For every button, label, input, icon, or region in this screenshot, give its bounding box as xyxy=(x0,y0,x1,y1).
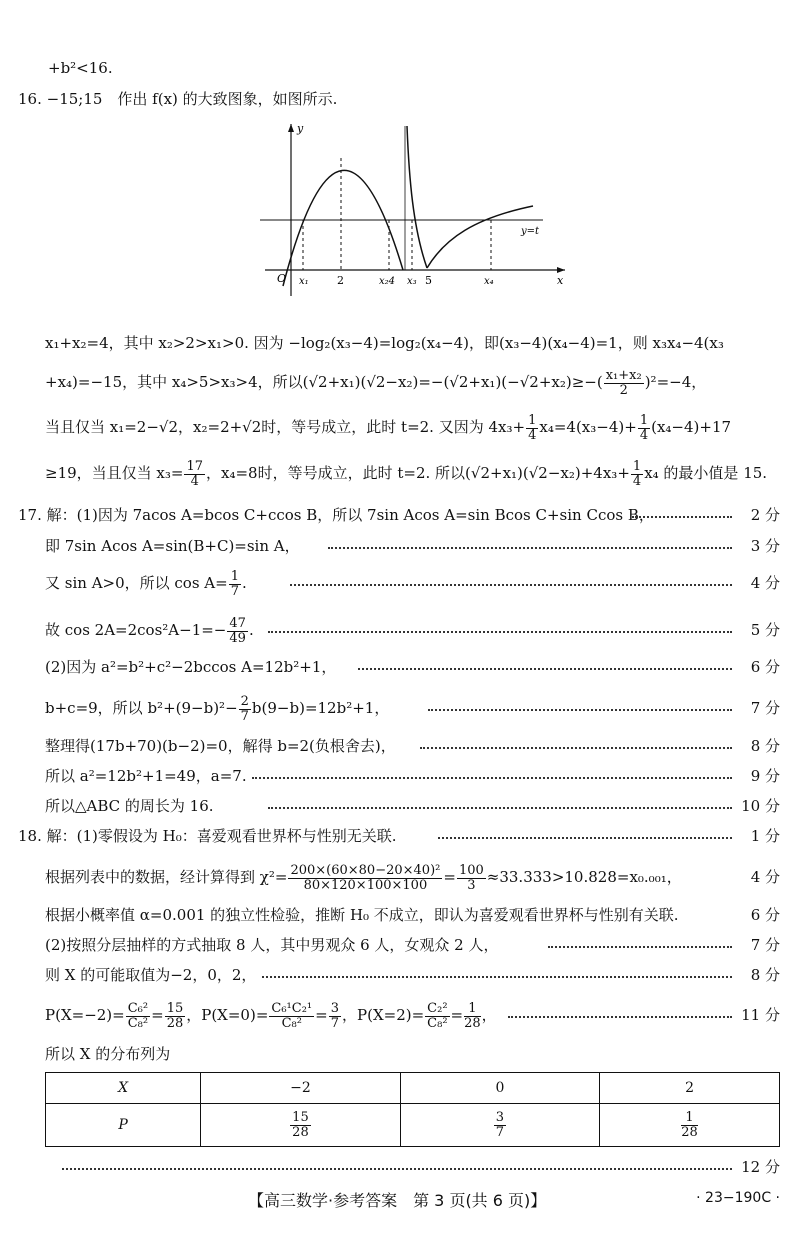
leader-dots xyxy=(268,806,732,809)
table-row xyxy=(46,1104,780,1147)
table-cell: 2 xyxy=(600,1073,780,1104)
label-x1: x₁ xyxy=(299,276,309,287)
score-mark: 5 分 xyxy=(750,621,780,639)
q18-l2-frac2-den: 3 xyxy=(467,877,476,893)
table-cell xyxy=(600,1104,780,1147)
q18-line-6 xyxy=(0,1000,800,1030)
q17-l9-text: 所以△ABC 的周长为 16. xyxy=(45,797,214,815)
q16-p3-b: x₄=4(x₃−4)+ xyxy=(539,418,637,436)
q16-para-1-text: x₁+x₂=4，其中 x₂>2>x₁>0. 因为 −log₂(x₃−4)=log₂(x₄−4)，即(x₃−4)(x₄−4)=1，则 x₃x₄−4(x₃ xyxy=(45,334,724,352)
q18-l6-frac2-num: 15 xyxy=(166,1000,184,1016)
curve-descending-branch xyxy=(407,126,427,268)
q17-line-9 xyxy=(0,791,800,821)
score-mark: 10 分 xyxy=(741,797,780,815)
q17-line-1 xyxy=(0,500,800,530)
q18-line-2 xyxy=(0,862,800,892)
score-mark: 11 分 xyxy=(741,1006,780,1024)
table-frac-num: 1 xyxy=(681,1111,698,1126)
score-mark: 12 分 xyxy=(741,1158,780,1176)
score-mark: 9 分 xyxy=(750,767,780,785)
q17-l6-frac-num: 2 xyxy=(240,693,249,709)
score-mark: 8 分 xyxy=(750,966,780,984)
q18-line-5 xyxy=(0,960,800,990)
q16-p2-end: )²=−4， xyxy=(644,373,707,391)
score-mark: 4 分 xyxy=(750,868,780,886)
table-frac xyxy=(290,1111,311,1140)
label-y: y xyxy=(297,122,304,135)
q18-l3-text: 根据小概率值 α=0.001 的独立性检验，推断 H₀ 不成立，即认为喜爱观看世界杯与性别有关联. xyxy=(45,906,679,924)
q17-l8-text: 所以 a²=12b²+1=49，a=7. xyxy=(45,767,247,785)
q17-l3-frac-den: 7 xyxy=(230,583,239,599)
q18-line-7 xyxy=(0,1039,800,1069)
q16-p4-frac-den: 4 xyxy=(190,473,199,489)
q18-line-1 xyxy=(0,821,800,851)
q16-p4-frac2-num: 1 xyxy=(632,458,642,474)
q16-p4-a: ≥19，当且仅当 x₃= xyxy=(45,464,184,482)
q17-l4-frac-den: 49 xyxy=(229,630,246,646)
q18-l6-frac1 xyxy=(126,1002,150,1031)
q18-l6-frac6-den: 28 xyxy=(464,1015,481,1031)
q17-l6-b: b(9−b)=12b²+1， xyxy=(251,699,390,717)
q16-para-3 xyxy=(0,412,800,442)
label-x4: x₄ xyxy=(484,276,494,287)
q18-l6-c: ，P(X=0)= xyxy=(186,1006,269,1024)
table-cell: X xyxy=(46,1073,201,1104)
q17-l4-frac xyxy=(227,617,248,646)
table-row xyxy=(46,1073,780,1104)
q16-p2-frac-num: x₁+x₂ xyxy=(605,367,642,383)
q16-p3-frac1 xyxy=(526,414,538,443)
leader-dots xyxy=(438,836,732,839)
q16-p4-frac2-den: 4 xyxy=(632,473,642,489)
q16-p2-a: +x₄)=−15，其中 x₄>5>x₃>4，所以(√2+x₁)(√2−x₂)=−(√2+x₁)(−√2+x₂)≥−( xyxy=(45,373,603,391)
q16-para-2 xyxy=(0,367,800,397)
score-mark: 8 分 xyxy=(750,737,780,755)
q16-p3-frac2-num: 1 xyxy=(639,412,649,428)
q18-l6-frac5 xyxy=(425,1002,449,1031)
score-mark: 3 分 xyxy=(750,537,780,555)
continued-text: +b²<16. xyxy=(48,59,113,77)
q17-line-3 xyxy=(0,568,800,598)
score-mark: 4 分 xyxy=(750,574,780,592)
q18-line-3 xyxy=(0,900,800,930)
q18-l6-e: ，P(X=2)= xyxy=(342,1006,425,1024)
q17-line-2 xyxy=(0,531,800,561)
label-x2-4: x₂4 xyxy=(379,276,396,287)
q18-l4-text: (2)按照分层抽样的方式抽取 8 人，其中男观众 6 人，女观众 2 人， xyxy=(45,936,499,954)
score-mark: 6 分 xyxy=(750,658,780,676)
q18-l6-frac2-den: 28 xyxy=(166,1015,184,1031)
q18-l6-frac6-num: 1 xyxy=(464,1002,481,1017)
q18-final-score-line xyxy=(0,1152,800,1182)
q18-l6-frac5-den: C₈² xyxy=(427,1015,448,1031)
q17-l3-frac-num: 1 xyxy=(230,568,239,584)
q18-l6-text xyxy=(45,1000,497,1031)
q18-l6-g: ， xyxy=(481,1006,497,1024)
label-five: 5 xyxy=(425,274,432,287)
leader-dots xyxy=(428,708,732,711)
table-cell: P xyxy=(46,1104,201,1147)
q17-line-5 xyxy=(0,652,800,682)
q17-l3-b: . xyxy=(241,574,247,592)
q18-l2-frac2 xyxy=(457,864,486,893)
q16-p4-frac xyxy=(184,460,205,489)
q18-l6-b: = xyxy=(151,1006,164,1024)
label-origin: O xyxy=(277,272,287,285)
q16-p3-frac1-den: 4 xyxy=(528,427,537,443)
table-frac xyxy=(494,1111,506,1140)
q18-l2-a: 根据列表中的数据，经计算得到 χ²= xyxy=(45,868,288,886)
q18-l6-f: = xyxy=(450,1006,464,1024)
q16-para-1 xyxy=(0,328,800,358)
curve-log-branch xyxy=(427,206,533,268)
q18-l6-frac4-num: 3 xyxy=(330,1000,339,1016)
q18-l2-b: = xyxy=(443,868,456,886)
table-frac-den: 7 xyxy=(495,1124,505,1140)
leader-dots xyxy=(548,945,732,948)
q18-l6-d: = xyxy=(315,1006,328,1024)
paper-code: · 23−190C · xyxy=(696,1190,780,1206)
q16-p3-frac1-num: 1 xyxy=(528,412,537,428)
q17-l4-a: 故 cos 2A=2cos²A−1=− xyxy=(45,621,227,639)
q18-l2-text xyxy=(45,862,682,893)
q16-p2-frac-den: 2 xyxy=(619,382,628,398)
q16-heading-text: 16. −15;15 作出 f(x) 的大致图象，如图所示. xyxy=(18,90,338,108)
q17-l3-text xyxy=(45,568,247,599)
q17-l4-b: . xyxy=(248,621,254,639)
q16-p3-c: (x₄−4)+17 xyxy=(651,418,732,436)
q17-l3-frac xyxy=(229,570,241,599)
q18-l6-frac1-num: C₆² xyxy=(127,1000,149,1016)
table-cell xyxy=(400,1104,599,1147)
q17-l6-frac xyxy=(239,695,251,724)
q18-l2-frac-num: 200×(60×80−20×40)² xyxy=(290,862,441,878)
q17-line-6 xyxy=(0,693,800,723)
q18-l2-frac-den: 80×120×100×100 xyxy=(303,877,428,893)
q16-p4-frac-num: 17 xyxy=(186,458,204,474)
table-cell: 0 xyxy=(400,1073,599,1104)
q16-para-4 xyxy=(0,458,800,488)
y-axis-arrow xyxy=(288,124,294,132)
leader-dots xyxy=(290,583,732,586)
q16-p3-a: 当且仅当 x₁=2−√2，x₂=2+√2时，等号成立，此时 t=2. 又因为 4x₃+ xyxy=(45,418,526,436)
score-mark: 7 分 xyxy=(750,936,780,954)
label-x: x xyxy=(557,274,564,287)
leader-dots xyxy=(420,746,732,749)
q17-line-8 xyxy=(0,761,800,791)
q18-l6-frac3-den: C₈² xyxy=(281,1015,302,1031)
q18-l2-frac xyxy=(288,864,442,893)
score-mark: 7 分 xyxy=(750,699,780,717)
table-frac-den: 28 xyxy=(681,1124,698,1140)
label-y-equals-t: y=t xyxy=(521,226,540,237)
table-cell xyxy=(201,1104,401,1147)
q16-p4-c: x₄ 的最小值是 15. xyxy=(644,464,768,482)
q17-l6-frac-den: 7 xyxy=(240,708,249,724)
q17-l2-text: 即 7sin Acos A=sin(B+C)=sin A， xyxy=(45,537,300,555)
curve-left-arc xyxy=(283,170,403,286)
table-frac-num: 3 xyxy=(495,1109,505,1125)
q18-l7-text: 所以 X 的分布列为 xyxy=(45,1045,171,1063)
q17-l4-text xyxy=(45,615,254,646)
q18-l6-frac4 xyxy=(329,1002,341,1031)
q18-l6-frac3-num: C₆¹C₂¹ xyxy=(271,1000,313,1016)
distribution-table xyxy=(45,1072,780,1147)
q17-line-7 xyxy=(0,731,800,761)
label-x3: x₃ xyxy=(407,276,417,287)
score-mark: 1 分 xyxy=(750,827,780,845)
q18-l5-text: 则 X 的可能取值为−2，0，2， xyxy=(45,966,257,984)
q18-l6-frac1-den: C₈² xyxy=(127,1015,149,1031)
leader-dots xyxy=(62,1167,732,1170)
q16-heading xyxy=(0,84,800,114)
leader-dots xyxy=(328,546,732,549)
q18-l1-text: 18. 解：(1)零假设为 H₀：喜爱观看世界杯与性别无关联. xyxy=(18,827,397,845)
function-graph xyxy=(255,118,575,298)
score-mark: 6 分 xyxy=(750,906,780,924)
q17-l3-a: 又 sin A>0，所以 cos A= xyxy=(45,574,228,592)
table-cell: −2 xyxy=(201,1073,401,1104)
continued-line xyxy=(0,53,800,83)
q17-l4-frac-num: 47 xyxy=(229,615,246,631)
table-frac xyxy=(681,1111,698,1140)
q18-l6-frac6 xyxy=(464,1002,481,1031)
leader-dots xyxy=(262,975,732,978)
q16-p4-frac2 xyxy=(631,460,643,489)
q16-para-4-text xyxy=(45,458,767,489)
q18-l6-frac2 xyxy=(165,1002,186,1031)
leader-dots xyxy=(268,630,732,633)
q17-l6-text xyxy=(45,693,389,724)
q17-l7-text: 整理得(17b+70)(b−2)=0，解得 b=2(负根舍去)， xyxy=(45,737,396,755)
q16-p4-b: ，x₄=8时，等号成立，此时 t=2. 所以(√2+x₁)(√2−x₂)+4x₃+ xyxy=(206,464,630,482)
table-frac-den: 28 xyxy=(292,1124,309,1140)
q17-l1-text: 17. 解：(1)因为 7acos A=bcos C+ccos B，所以 7sin Acos A=sin Bcos C+sin Ccos B， xyxy=(18,506,654,524)
leader-dots xyxy=(632,515,732,518)
q17-line-4 xyxy=(0,615,800,645)
score-mark: 2 分 xyxy=(750,506,780,524)
q16-para-2-text xyxy=(45,367,706,398)
q18-l2-c: ≈33.333>10.828=x₀.₀₀₁， xyxy=(486,868,682,886)
q18-line-4 xyxy=(0,930,800,960)
leader-dots xyxy=(358,667,732,670)
leader-dots xyxy=(508,1015,732,1018)
q18-l6-a: P(X=−2)= xyxy=(45,1006,125,1024)
x-axis-arrow xyxy=(557,267,565,273)
q18-l6-frac5-num: C₂² xyxy=(427,1000,448,1016)
page-footer: 【高三数学·参考答案 第 3 页(共 6 页)】 xyxy=(248,1191,547,1210)
q16-p2-frac xyxy=(604,369,644,398)
q16-p3-frac2-den: 4 xyxy=(639,427,649,443)
leader-dots xyxy=(252,776,732,779)
q18-l6-frac3 xyxy=(269,1002,314,1031)
q18-l6-frac4-den: 7 xyxy=(330,1015,339,1031)
table-frac-num: 15 xyxy=(292,1109,309,1125)
q16-para-3-text xyxy=(45,412,731,443)
q18-l2-frac2-num: 100 xyxy=(458,862,484,878)
label-two: 2 xyxy=(337,274,344,287)
q17-l5-text: (2)因为 a²=b²+c²−2bccos A=12b²+1， xyxy=(45,658,337,676)
q16-p3-frac2 xyxy=(638,414,650,443)
q17-l6-a: b+c=9，所以 b²+(9−b)²− xyxy=(45,699,238,717)
